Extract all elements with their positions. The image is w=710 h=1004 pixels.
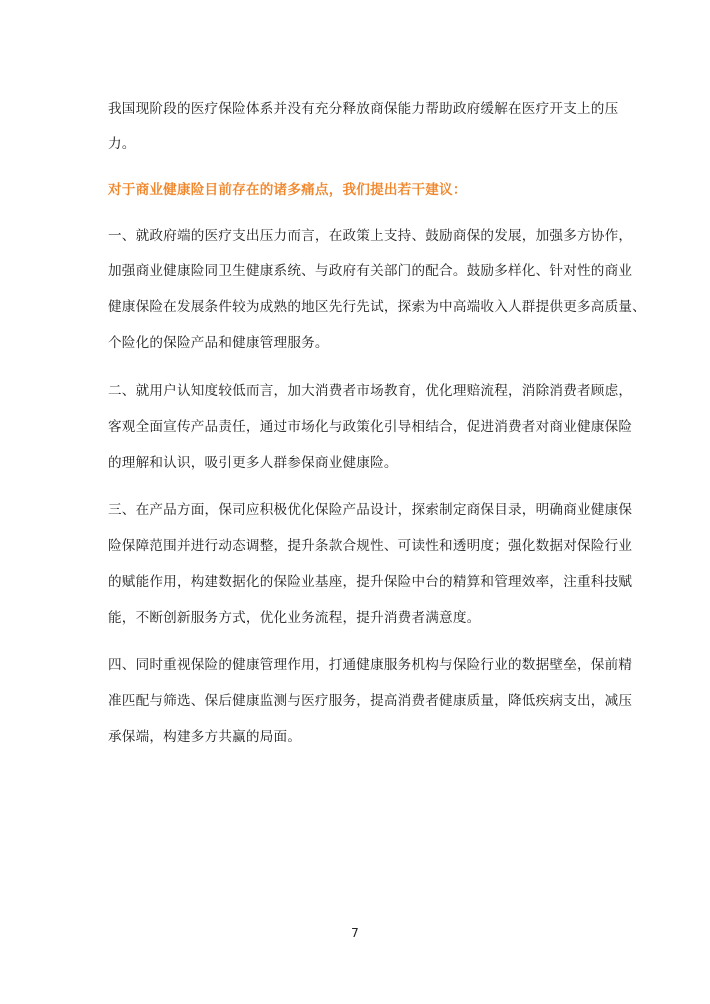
- paragraph-line: 险保障范围并进行动态调整，提升条款合规性、可读性和透明度；强化数据对保险行业: [108, 538, 633, 554]
- intro-line-2: 力。: [108, 136, 136, 152]
- section-heading: 对于商业健康险目前存在的诸多痛点，我们提出若干建议：: [108, 182, 467, 198]
- paragraph-line: 三、在产品方面，保司应积极优化保险产品设计，探索制定商保目录，明确商业健康保: [108, 502, 633, 518]
- paragraph-line: 四、同时重视保险的健康管理作用，打通健康服务机构与保险行业的数据壁垒，保前精: [108, 657, 633, 673]
- paragraph-line: 加强商业健康险同卫生健康系统、与政府有关部门的配合。鼓励多样化、针对性的商业: [108, 263, 633, 279]
- paragraph-line: 能，不断创新服务方式，优化业务流程，提升消费者满意度。: [108, 610, 481, 626]
- paragraph-line: 健康保险在发展条件较为成熟的地区先行先试，探索为中高端收入人群提供更多高质量、: [108, 299, 646, 315]
- paragraph-line: 的赋能作用，构建数据化的保险业基座，提升保险中台的精算和管理效率，注重科技赋: [108, 574, 633, 590]
- paragraph-line: 客观全面宣传产品责任，通过市场化与政策化引导相结合，促进消费者对商业健康保险: [108, 419, 633, 435]
- paragraph-line: 的理解和认识，吸引更多人群参保商业健康险。: [108, 455, 398, 471]
- paragraph-line: 准匹配与筛选、保后健康监测与医疗服务，提高消费者健康质量，降低疾病支出，减压: [108, 693, 633, 709]
- paragraph-line: 个险化的保险产品和健康管理服务。: [108, 335, 329, 351]
- intro-line-1: 我国现阶段的医疗保险体系并没有充分释放商保能力帮助政府缓解在医疗开支上的压: [108, 101, 619, 117]
- paragraph-line: 承保端，构建多方共赢的局面。: [108, 729, 302, 745]
- page-number: 7: [351, 926, 359, 940]
- paragraph-line: 二、就用户认知度较低而言，加大消费者市场教育，优化理赔流程，消除消费者顾虑，: [108, 383, 633, 399]
- paragraph-line: 一、就政府端的医疗支出压力而言，在政策上支持、鼓励商保的发展，加强多方协作，: [108, 228, 633, 244]
